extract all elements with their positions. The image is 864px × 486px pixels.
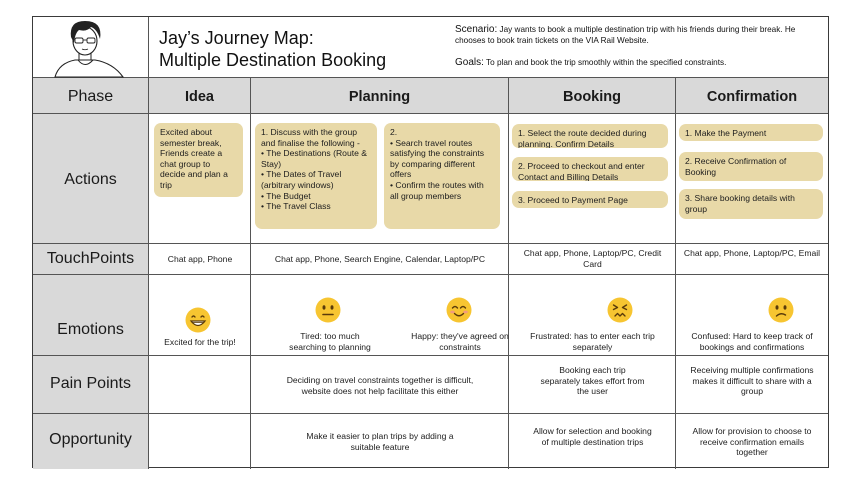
idea-action-text: Excited about semester break, Friends create a chat group to decide and plan a trip: [160, 127, 228, 190]
planning-action-1-bullet: • The Travel Class: [261, 201, 331, 212]
scenario-panel: [455, 17, 828, 78]
idea-pain-points-cell: [149, 356, 251, 414]
planning-action-1-lead: 1. Discuss with the group and finalise the following -: [261, 127, 360, 148]
grinning-face-icon: [185, 307, 211, 333]
planning-opportunity: Make it easier to plan trips by adding a suitable feature: [306, 431, 454, 452]
planning-header-cell: [251, 78, 509, 114]
planning-action-1-bullet: • The Dates of Travel (arbitrary windows): [261, 169, 342, 190]
touchpoints-row-header: [33, 244, 149, 275]
opportunity-row-header: [33, 414, 149, 469]
idea-header-cell: [149, 78, 251, 114]
planning-label: Planning: [348, 89, 411, 105]
actions-row-header: [33, 114, 149, 244]
booking-pain-point: Booking each trip separately takes effort from the user: [540, 365, 645, 397]
planning-action-1-bullet: • The Destinations (Route & Stay): [261, 148, 368, 169]
idea-touchpoints: Chat app, Phone: [167, 254, 233, 264]
emotions-row-header: [33, 275, 149, 356]
confirmation-action-text: 2. Receive Confirmation of Booking: [685, 156, 787, 177]
planning-action-2-lead: 2.: [390, 127, 398, 137]
smiling-face-icon: [446, 297, 472, 323]
planning-action-note-2: [384, 123, 500, 229]
neutral-face-icon: [315, 297, 341, 323]
title-line-1: Jay’s Journey Map:: [159, 28, 314, 48]
confirmation-pain-point: Receiving multiple confirmations makes it difficult to share with a group: [690, 365, 814, 397]
confirmation-header-cell: [676, 78, 828, 114]
goals-label: Goals:: [455, 57, 484, 68]
goals-text: To plan and book the trip smoothly within the specified constraints.: [486, 58, 727, 67]
booking-action-note-1: [512, 124, 668, 148]
confirmation-touchpoints: Chat app, Phone, Laptop/PC, Email: [683, 248, 821, 258]
actions-label: Actions: [64, 171, 117, 188]
booking-action-note-3: [512, 191, 668, 208]
idea-action-note: [154, 123, 243, 197]
map-title: [149, 17, 455, 78]
confirmation-emotion-text: Confused: Hard to keep track of bookings and confirmations: [691, 331, 813, 352]
emotions-label: Emotions: [57, 321, 124, 338]
planning-happy-text: Happy: they've agreed on constraints: [411, 331, 509, 352]
confirmation-action-note-3: [679, 189, 823, 219]
idea-opportunity-cell: [149, 414, 251, 469]
planning-action-2-bullet: • Search travel routes satisfying the constraints by comparing different offers: [390, 137, 485, 180]
booking-opportunity: Allow for selection and booking of multiple destination trips: [533, 426, 652, 447]
booking-header-cell: [509, 78, 676, 114]
scenario: [455, 24, 821, 46]
opportunity-label: Opportunity: [49, 431, 132, 448]
journey-map: [32, 16, 829, 468]
confirmation-action-text: 3. Share booking details with group: [685, 193, 795, 214]
frustrated-face-icon: [607, 297, 633, 323]
pain-points-label: Pain Points: [50, 375, 131, 392]
confirmation-action-text: 1. Make the Payment: [685, 128, 767, 138]
idea-label: Idea: [184, 89, 214, 105]
booking-touchpoints: Chat app, Phone, Laptop/PC, Credit Card: [523, 248, 662, 269]
pain-points-row-header: [33, 356, 149, 414]
goals: [455, 57, 821, 68]
booking-action-text: 3. Proceed to Payment Page: [518, 195, 628, 205]
scenario-text: Jay wants to book a multiple destination trip with his friends during their break. He chooses to book train tickets on the VIA Rail Website.: [455, 25, 796, 45]
persona-illustration: [33, 17, 149, 78]
scenario-label: Scenario:: [455, 24, 498, 35]
booking-label: Booking: [563, 89, 621, 105]
planning-action-2-bullet: • Confirm the routes with all group members: [390, 179, 484, 201]
planning-pain-point: Deciding on travel constraints together is difficult, website does not help facilitate this either: [286, 375, 474, 396]
confirmation-action-note-2: [679, 152, 823, 181]
touchpoints-label: TouchPoints: [46, 250, 135, 267]
booking-action-text: 2. Proceed to checkout and enter Contact and Billing Details: [518, 161, 645, 181]
phase-label: Phase: [67, 88, 114, 105]
idea-emotion-text: Excited for the trip!: [164, 337, 236, 347]
confirmation-action-note-1: [679, 124, 823, 141]
confirmation-label: Confirmation: [706, 89, 798, 105]
confirmation-opportunity: Allow for provision to choose to receive confirmation emails together: [692, 426, 812, 458]
planning-action-1-bullet: • The Budget: [261, 190, 311, 201]
avatar: [33, 17, 149, 78]
booking-action-text: 1. Select the route decided during planning. Confirm Details: [518, 128, 647, 148]
planning-action-note-1: [255, 123, 377, 229]
confused-face-icon: [768, 297, 794, 323]
booking-emotion-text: Frustrated: has to enter each trip separately: [530, 331, 655, 352]
title-line-2: Multiple Destination Booking: [159, 50, 387, 70]
planning-touchpoints: Chat app, Phone, Search Engine, Calendar, Laptop/PC: [274, 254, 486, 264]
planning-tired-text: Tired: too much searching to planning: [289, 331, 371, 352]
phase-header-cell: [33, 78, 149, 114]
booking-action-note-2: [512, 157, 668, 181]
